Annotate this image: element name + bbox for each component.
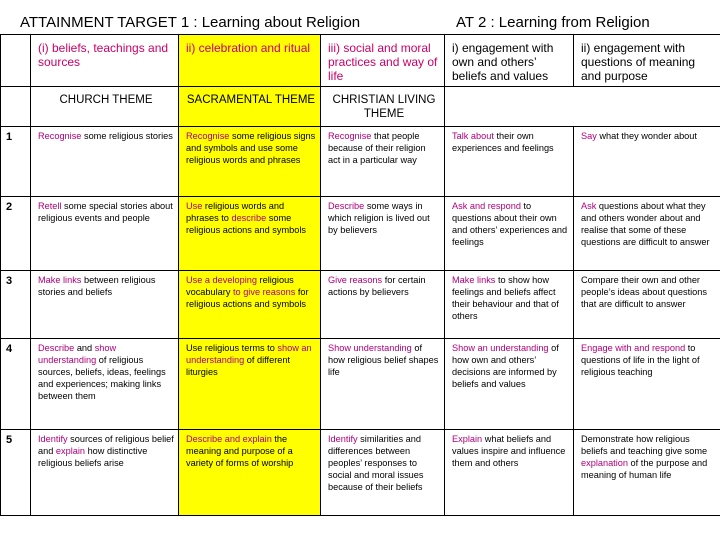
descriptor-text: sources of religious belief and	[38, 434, 174, 456]
keyword: Describe	[38, 343, 75, 353]
theme-empty	[574, 87, 720, 127]
theme-empty	[445, 87, 574, 127]
cell-social-moral	[321, 339, 445, 430]
keyword: Use a developing	[186, 275, 257, 285]
descriptor-text: questions about what they and others wonder about and realise that some of these questions are difficult to answer	[581, 201, 710, 247]
descriptor-text: to questions of life in the light of religious teaching	[581, 343, 700, 377]
descriptor-text: Compare their own and other people’s ideas about questions that are difficult to answer	[581, 275, 708, 309]
keyword: Show understanding	[328, 343, 412, 353]
keyword: Give reasons	[328, 275, 383, 285]
descriptor-text: of the purpose and meaning of human life	[581, 458, 708, 480]
keyword: Use	[186, 201, 203, 211]
corner-cell	[1, 35, 31, 87]
keyword: Recognise	[328, 131, 372, 141]
descriptor-text: of how own and others’ decisions are informed by beliefs and values	[452, 343, 559, 389]
at1-heading: ATTAINMENT TARGET 1 : Learning about Religion	[20, 14, 361, 31]
keyword: Identify	[38, 434, 68, 444]
level-row	[1, 430, 720, 516]
column-header-celebration: ii) celebration and ritual	[179, 35, 321, 87]
keyword: show understanding	[38, 343, 117, 365]
cell-social-moral	[321, 197, 445, 271]
cell-beliefs	[31, 197, 179, 271]
descriptor-text: to show how feelings and beliefs affect their behaviour and that of others	[452, 275, 559, 321]
cell-social-moral	[321, 430, 445, 516]
cell-social-moral	[321, 127, 445, 197]
descriptor-text: of different liturgies	[186, 355, 291, 377]
cell-engagement-values	[445, 197, 574, 271]
level-number: 2	[1, 197, 31, 271]
descriptor-text: for religious actions and symbols	[186, 287, 309, 309]
cell-social-moral	[321, 271, 445, 339]
christian-living-theme: CHRISTIAN LIVING THEME	[321, 87, 445, 127]
descriptor-text: of how religious belief shapes life	[328, 343, 439, 377]
level-row	[1, 127, 720, 197]
descriptor-text: some special stories about religious events and people	[38, 201, 173, 223]
cell-engagement-values	[445, 430, 574, 516]
keyword: Recognise	[186, 131, 230, 141]
descriptor-text: the meaning and purpose of a variety of forms of worship	[186, 434, 294, 468]
keyword: explain	[55, 446, 86, 456]
level-number: 5	[1, 430, 31, 516]
keyword: describe	[231, 213, 267, 223]
keyword: to give reasons	[232, 287, 296, 297]
cell-beliefs	[31, 271, 179, 339]
theme-corner	[1, 87, 31, 127]
descriptor-text: what beliefs and values inspire and influence them and others	[452, 434, 566, 468]
keyword: show an understanding	[186, 343, 312, 365]
level-number: 4	[1, 339, 31, 430]
cell-engagement-meaning	[574, 271, 720, 339]
level-number: 3	[1, 271, 31, 339]
keyword: Explain	[452, 434, 483, 444]
cell-beliefs	[31, 339, 179, 430]
descriptor-text: what they wonder about	[596, 131, 697, 141]
cell-engagement-meaning	[574, 339, 720, 430]
column-header-engagement-values: i) engagement with own and others’ beliefs and values	[445, 35, 574, 87]
cell-engagement-values	[445, 127, 574, 197]
level-row	[1, 339, 720, 430]
keyword: Describe and explain	[186, 434, 272, 444]
keyword: Describe	[328, 201, 365, 211]
descriptor-text: some religious actions and symbols	[186, 213, 307, 235]
level-row	[1, 271, 720, 339]
keyword: Make links	[38, 275, 82, 285]
descriptor-text: Use religious terms to	[186, 343, 278, 353]
descriptor-text: of religious sources, beliefs, ideas, feelings and experiences; making links between them	[38, 355, 166, 401]
column-header-row	[1, 35, 720, 87]
church-theme: CHURCH THEME	[31, 87, 179, 127]
level-row	[1, 197, 720, 271]
descriptor-text: to questions about their own and others’ experiences and feelings	[452, 201, 568, 247]
cell-engagement-meaning	[574, 127, 720, 197]
cell-engagement-values	[445, 339, 574, 430]
keyword: Ask and respond	[452, 201, 521, 211]
descriptor-text: their own experiences and feelings	[452, 131, 554, 153]
column-header-engagement-meaning: ii) engagement with questions of meaning and purpose	[574, 35, 720, 87]
column-header-social-moral: iii) social and moral practices and way of life	[321, 35, 445, 87]
descriptor-text: some ways in which religion is lived out by believers	[328, 201, 430, 235]
descriptor-text: similarities and differences between peoples’ responses to social and moral issues because of their beliefs	[328, 434, 424, 492]
keyword: Make links	[452, 275, 496, 285]
descriptor-text: how distinctive religious beliefs arise	[38, 446, 148, 468]
keyword: Identify	[328, 434, 358, 444]
cell-engagement-meaning	[574, 430, 720, 516]
cell-celebration	[179, 430, 321, 516]
cell-beliefs	[31, 127, 179, 197]
keyword: Say	[581, 131, 597, 141]
descriptor-text: religious vocabulary	[186, 275, 294, 297]
descriptor-text: religious words and phrases to	[186, 201, 285, 223]
keyword: Retell	[38, 201, 62, 211]
at2-heading: AT 2 : Learning from Religion	[456, 14, 650, 31]
descriptor-text: some religious signs and symbols and use some religious words and phrases	[186, 131, 316, 165]
keyword: Engage with and respond	[581, 343, 686, 353]
descriptor-text: between religious stories and beliefs	[38, 275, 156, 297]
cell-engagement-values	[445, 271, 574, 339]
keyword: Show an understanding	[452, 343, 549, 353]
descriptor-text: Demonstrate how religious beliefs and teaching give some	[581, 434, 708, 456]
keyword: Recognise	[38, 131, 82, 141]
theme-row	[1, 87, 720, 127]
descriptor-text: that people because of their religion act in a particular way	[328, 131, 426, 165]
keyword: Ask	[581, 201, 597, 211]
descriptor-text: some religious stories	[81, 131, 173, 141]
column-header-beliefs: (i) beliefs, teachings and sources	[31, 35, 179, 87]
descriptor-text: and	[74, 343, 95, 353]
cell-engagement-meaning	[574, 197, 720, 271]
keyword: Talk about	[452, 131, 494, 141]
cell-celebration	[179, 197, 321, 271]
keyword: explanation	[581, 458, 628, 468]
cell-celebration	[179, 339, 321, 430]
level-number: 1	[1, 127, 31, 197]
attainment-table	[0, 34, 720, 516]
cell-beliefs	[31, 430, 179, 516]
sacramental-theme: SACRAMENTAL THEME	[179, 87, 321, 127]
cell-celebration	[179, 127, 321, 197]
cell-celebration	[179, 271, 321, 339]
descriptor-text: for certain actions by believers	[328, 275, 426, 297]
